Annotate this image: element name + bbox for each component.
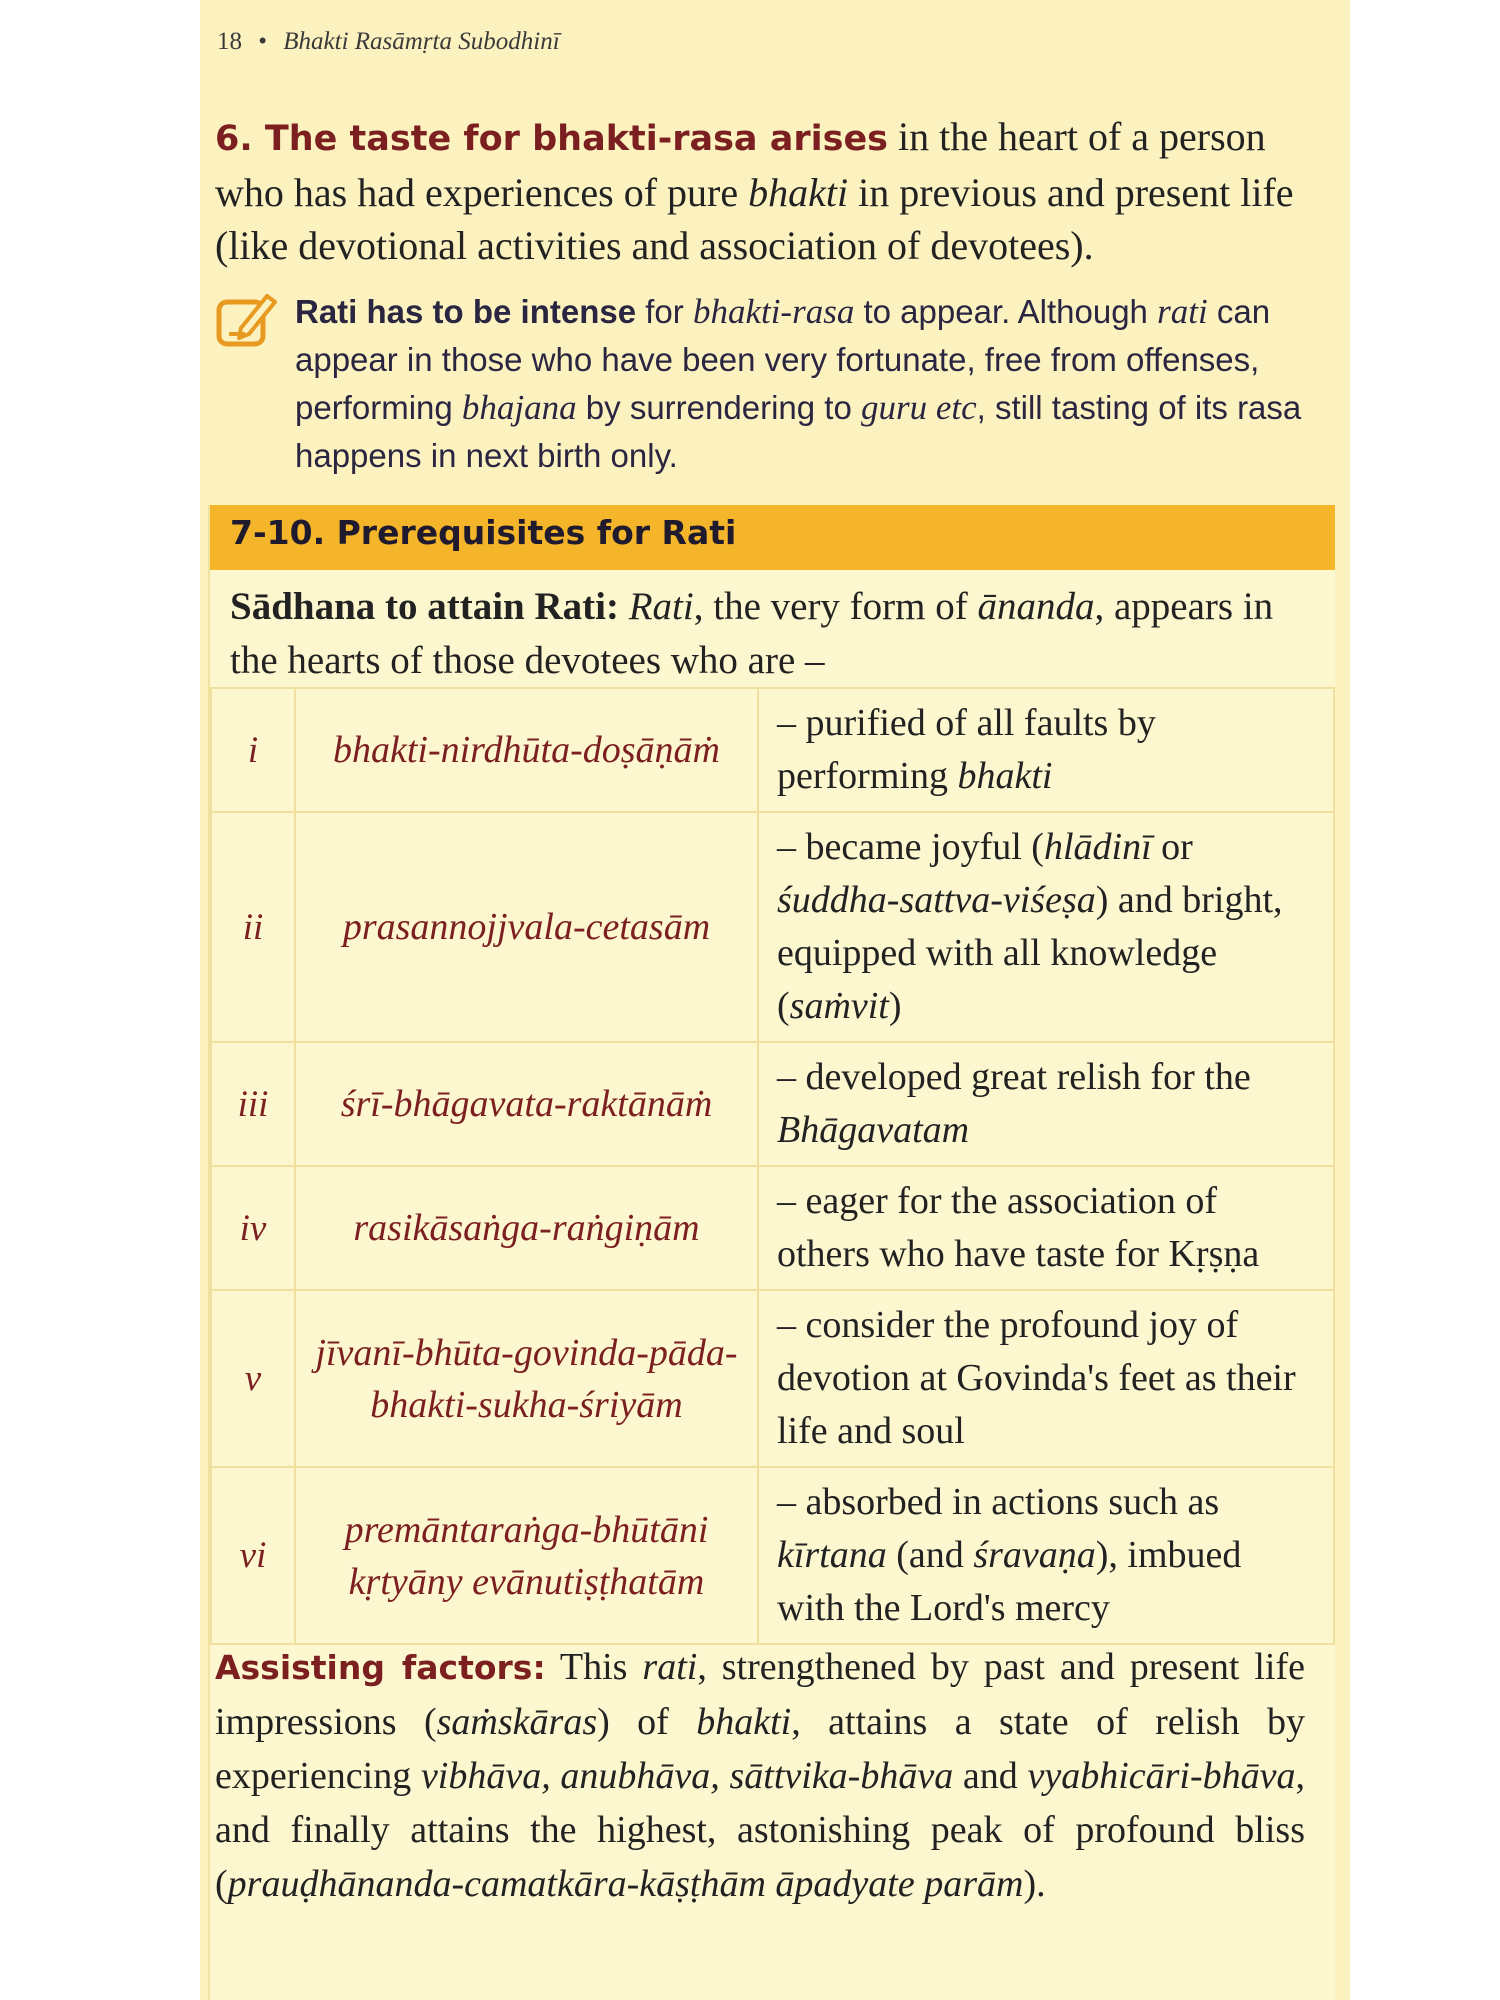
assisting-label: Assisting factors:: [215, 1648, 546, 1687]
assist-text: ) of: [597, 1701, 697, 1743]
sadhana-text: , appears in the hearts of those devotees who are –: [230, 585, 1274, 682]
desc-term: śravaṇa: [973, 1534, 1096, 1576]
book-page: [200, 0, 1350, 2000]
table-row: [211, 688, 1334, 812]
desc-text: – absorbed in actions such as: [777, 1481, 1220, 1523]
assisting-factors: [215, 1640, 1305, 1911]
book-title: Bhakti Rasāmṛta Subodhinī: [283, 28, 560, 55]
desc-text: or: [1151, 826, 1193, 868]
assist-text: and: [953, 1755, 1028, 1797]
note-text-part: , still tasting of its rasa happens in next birth only.: [295, 389, 1302, 474]
desc-term: bhakti: [957, 755, 1053, 797]
row-description: [758, 1290, 1334, 1467]
desc-text: – purified of all faults by performing: [777, 702, 1156, 797]
table-row: [211, 1042, 1334, 1166]
prerequisites-table: [210, 687, 1335, 1645]
assist-term: vyabhicāri-bhāva: [1027, 1755, 1296, 1797]
box-heading-bar: [210, 505, 1335, 570]
sadhana-term: ānanda: [977, 585, 1095, 628]
desc-text: ), imbued with the Lord's mercy: [777, 1534, 1242, 1629]
row-number: iii: [211, 1042, 295, 1166]
sanskrit-term: premāntaraṅga-bhūtāni kṛtyāny evānutiṣṭhatām: [295, 1467, 758, 1644]
paragraph-6-text: in previous and present life (like devotional activities and association of devotees).: [215, 170, 1294, 268]
row-number: iv: [211, 1166, 295, 1290]
sadhana-term: Rati: [628, 585, 694, 628]
row-description: [758, 1166, 1334, 1290]
row-description: [758, 812, 1334, 1042]
note-term: rati: [1157, 292, 1208, 331]
note-text-part: by surrendering to: [576, 389, 861, 426]
assist-text: ).: [1023, 1863, 1046, 1905]
sadhana-text: , the very form of: [693, 585, 978, 628]
box-heading: 7-10. Prerequisites for Rati: [230, 513, 737, 552]
paragraph-6: [215, 110, 1340, 272]
desc-text: – developed great relish for the: [777, 1056, 1251, 1098]
assist-text: This: [545, 1646, 643, 1688]
desc-term: saṁvit: [789, 985, 889, 1027]
note-text-part: for: [636, 293, 693, 330]
desc-text: – became joyful (: [777, 826, 1044, 868]
desc-text: ): [888, 985, 902, 1027]
edit-note-icon: [215, 288, 280, 350]
sadhana-label: Sādhana to attain Rati:: [230, 585, 619, 628]
note-term: bhajana: [461, 388, 577, 427]
row-number: vi: [211, 1467, 295, 1644]
running-header: [217, 28, 560, 56]
assist-term: bhakti: [696, 1701, 792, 1743]
row-number: v: [211, 1290, 295, 1467]
sanskrit-term: rasikāsaṅga-raṅgiṇām: [295, 1166, 758, 1290]
row-description: [758, 688, 1334, 812]
assist-term: saṁskāras: [436, 1701, 598, 1743]
sadhana-intro: [230, 580, 1320, 688]
desc-text: – consider the profound joy of devotion at Govinda's feet as their life and soul: [777, 1304, 1296, 1452]
assist-text: , and finally attains the highest, astonishing peak of profound bliss (: [215, 1755, 1305, 1905]
note-text-part: can appear in those who have been very fortunate, free from offenses, performing: [295, 293, 1271, 426]
desc-term: Bhāgavatam: [777, 1109, 970, 1151]
desc-text: (and: [886, 1534, 974, 1576]
desc-term: hlādinī: [1043, 826, 1152, 868]
sanskrit-term: bhakti-nirdhūta-doṣāṇāṁ: [295, 688, 758, 812]
assist-term: vibhāva, anubhāva, sāttvika-bhāva: [420, 1755, 954, 1797]
sanskrit-term: śrī-bhāgavata-raktānāṁ: [295, 1042, 758, 1166]
assist-text: , strengthened by past and present life impressions (: [215, 1646, 1306, 1743]
assist-term: rati: [642, 1646, 698, 1688]
row-description: [758, 1042, 1334, 1166]
desc-term: śuddha-sattva-viśeṣa: [777, 879, 1096, 921]
desc-text: – eager for the association of others who have taste for Kṛṣṇa: [777, 1180, 1260, 1275]
assist-term: prauḍhānanda-camatkāra-kāṣṭhām āpadyate parām: [227, 1863, 1024, 1905]
paragraph-6-text: in the heart of a person who has had experiences of pure: [215, 114, 1266, 215]
page-number: 18: [217, 28, 242, 55]
header-bullet: •: [258, 28, 268, 55]
note-text-part: to appear. Although: [854, 293, 1158, 330]
note-term: bhakti-rasa: [692, 292, 855, 331]
paragraph-6-term: bhakti: [748, 170, 849, 215]
desc-term: kīrtana: [777, 1534, 887, 1576]
assist-text: , attains a state of relish by experiencing: [215, 1701, 1305, 1797]
note-text: [295, 288, 1335, 480]
note-lead: Rati has to be intense: [295, 293, 637, 330]
row-number: ii: [211, 812, 295, 1042]
table-row: [211, 1290, 1334, 1467]
table-row: [211, 812, 1334, 1042]
table-row: [211, 1166, 1334, 1290]
row-number: i: [211, 688, 295, 812]
paragraph-6-lead: 6. The taste for bhakti-rasa arises: [215, 119, 889, 159]
note-term: guru etc: [860, 388, 977, 427]
row-description: [758, 1467, 1334, 1644]
table-row: [211, 1467, 1334, 1644]
sanskrit-term: jīvanī-bhūta-govinda-pāda-bhakti-sukha-śriyām: [295, 1290, 758, 1467]
sanskrit-term: prasannojjvala-cetasām: [295, 812, 758, 1042]
desc-text: ) and bright, equipped with all knowledge (: [777, 879, 1283, 1027]
